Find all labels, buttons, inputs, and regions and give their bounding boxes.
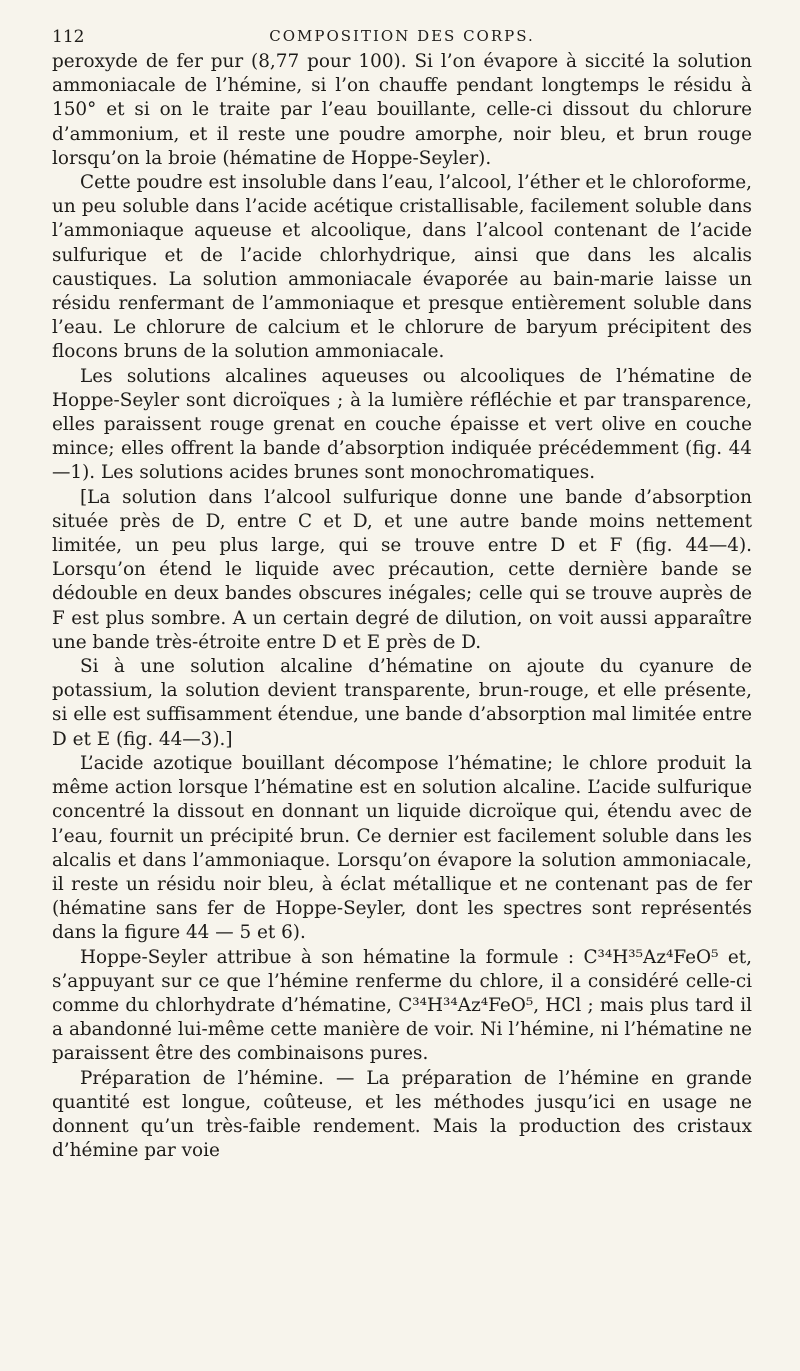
paragraph: Hoppe-Seyler attribue à son hématine la formule : C³⁴H³⁵Az⁴FeO⁵ et, s’appuyant sur ce que l’hémine renferme du chlore, il a considéré celle-ci comme du chlorhydrate d’hématine, C³⁴H³⁴Az⁴FeO⁵, HCl ; mais plus tard il a abandonné lui-même cette manière de voir. Ni l’hémine, ni l’hématine ne paraissent être des combinaisons pures. [52,946,752,1065]
paragraph: Les solutions alcalines aqueuses ou alcooliques de l’hématine de Hoppe-Seyler sont dicroïques ; à la lumière réfléchie et par transparence, elles paraissent rouge grenat en couche épaisse et vert olive en couche mince; elles offrent la bande d’absorption indiquée précédemment (fig. 44—1). Les solutions acides brunes sont monochromatiques. [52,365,752,484]
page-number: 112 [52,27,85,47]
paragraph: L’acide azotique bouillant décompose l’hématine; le chlore produit la même action lorsque l’hématine est en solution alcaline. L’acide sulfurique concentré la dissout en donnant un liquide dicroïque qui, étendu avec de l’eau, fournit un précipité brun. Ce dernier est facilement soluble dans les alcalis et dans l’ammoniaque. Lorsqu’on évapore la solution ammoniacale, il reste un résidu noir bleu, à éclat métallique et ne contenant pas de fer (hématine sans fer de Hoppe-Seyler, dont les spectres sont représentés dans la figure 44 — 5 et 6). [52,752,752,944]
paragraph: [La solution dans l’alcool sulfurique donne une bande d’absorption située près de D, entre C et D, et une autre bande moins nettement limitée, un peu plus large, qui se trouve entre D et F (fig. 44—4). Lorsqu’on étend le liquide avec précaution, cette dernière bande se dédouble en deux bandes obscures inégales; celle qui se trouve auprès de F est plus sombre. A un certain degré de dilution, on voit aussi apparaître une bande très-étroite entre D et E près de D. [52,486,752,653]
paragraph: peroxyde de fer pur (8,77 pour 100). Si l’on évapore à siccité la solution ammoniacale de l’hémine, si l’on chauffe pendant longtemps le résidu à 150° et si on le traite par l’eau bouillante, celle-ci dissout du chlorure d’ammonium, et il reste une poudre amorphe, noir bleu, et brun rouge lorsqu’on la broie (hématine de Hoppe-Seyler). [52,51,752,169]
paragraph: Cette poudre est insoluble dans l’eau, l’alcool, l’éther et le chloroforme, un peu soluble dans l’acide acétique cristallisable, facilement soluble dans l’ammoniaque aqueuse et alcoolique, dans l’alcool contenant de l’acide sulfurique et de l’acide chlorhydrique, ainsi que dans les alcalis caustiques. La solution ammoniacale évaporée au bain-marie laisse un résidu renfermant de l’ammoniaque et presque entièrement soluble dans l’eau. Le chlorure de calcium et le chlorure de baryum précipitent des flocons bruns de la solution ammoniacale. [52,172,752,363]
paragraph: Si à une solution alcaline d’hématine on ajoute du cyanure de potassium, la solution devient transparente, brun-rouge, et elle présente, si elle est suffisamment étendue, une bande d’absorption mal limitée entre D et E (fig. 44—3).] [52,656,752,750]
paragraph: Préparation de l’hémine. — La préparation de l’hémine en grande quantité est longue, coûteuse, et les méthodes jusqu’ici en usage ne donnent qu’un très-faible rendement. Mais la production des cristaux d’hémine par voie [52,1067,752,1162]
page-body [52,50,752,1163]
page-header [52,0,752,50]
running-title: COMPOSITION DES CORPS. [269,27,535,45]
